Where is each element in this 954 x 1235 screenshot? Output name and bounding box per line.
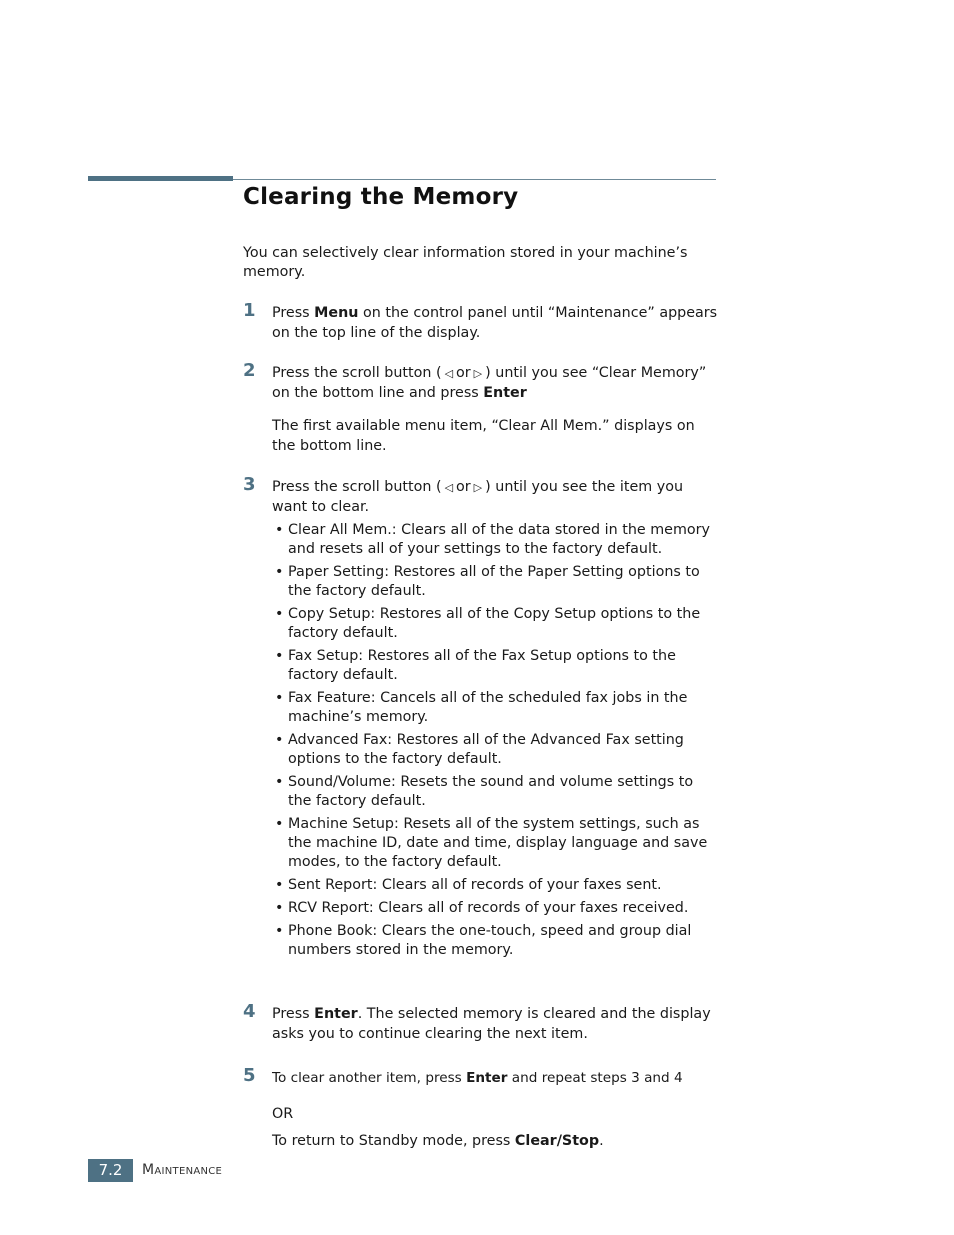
section-label: Maintenance [142,1162,223,1178]
step-note: The first available menu item, “Clear All Mem.” displays on the bottom line. [272,418,695,454]
step-5 [243,1065,718,1152]
enter-key-label: Enter [483,384,527,401]
scroll-left-icon: ◁ [444,481,454,494]
intro-text: You can selectively clear information stored in your machine’s memory. [243,245,688,280]
list-item: • Paper Setting: Restores all of the Paper Setting options to the factory default. [272,563,718,601]
enter-key-label: Enter [466,1070,508,1086]
clear-stop-key-label: Clear/Stop [514,1133,600,1149]
list-item: • Advanced Fax: Restores all of the Advanced Fax setting options to the factory default. [272,731,718,769]
return-instruction: To return to Standby mode, press Clear/Stop. [272,1133,604,1149]
step-text: Press Menu on the control panel until “Maintenance” appears on the top line of the display. [272,305,718,341]
step-number: 3 [243,474,256,495]
list-item: • Fax Setup: Restores all of the Fax Setup options to the factory default. [272,647,718,685]
step-text: Press the scroll button ( ◁ or ▷ ) until you see “Clear Memory” on the bottom line and press Enter [272,365,707,401]
step-2 [243,360,718,456]
page-number-badge: 7.2 [88,1159,133,1182]
list-item: • Clear All Mem.: Clears all of the data stored in the memory and resets all of your settings to the factory default. [272,521,718,559]
memory-item-list [272,521,718,960]
step-text: To clear another item, press Enter and repeat steps 3 and 4 [272,1070,683,1086]
step-text: Press Enter. The selected memory is cleared and the display asks you to continue clearing the next item. [272,1006,711,1042]
list-item: • RCV Report: Clears all of records of your faxes received. [272,899,718,918]
menu-key-label: Menu [314,305,359,321]
page-title: Clearing the Memory [243,184,519,210]
list-item: • Sent Report: Clears all of records of your faxes sent. [272,876,718,895]
list-item: • Sound/Volume: Resets the sound and volume settings to the factory default. [272,773,718,811]
list-item: • Copy Setup: Restores all of the Copy Setup options to the factory default. [272,605,718,643]
step-4 [243,1001,718,1044]
or-separator: OR [272,1105,294,1122]
step-number: 4 [243,1001,256,1022]
step-3 [243,474,718,964]
step-number: 5 [243,1065,256,1086]
list-item: • Phone Book: Clears the one-touch, speed and group dial numbers stored in the memory. [272,922,718,960]
step-number: 1 [243,300,256,321]
list-item: • Fax Feature: Cancels all of the scheduled fax jobs in the machine’s memory. [272,689,718,727]
header-rule [233,179,716,180]
header-accent-bar [88,176,233,181]
enter-key-label: Enter [314,1006,358,1022]
step-text: Press the scroll button ( ◁ or ▷ ) until you see the item you want to clear. [272,479,684,515]
scroll-right-icon: ▷ [473,481,483,494]
step-1 [243,300,718,343]
scroll-right-icon: ▷ [473,367,483,380]
list-item: • Machine Setup: Resets all of the system settings, such as the machine ID, date and time, display language and save modes, to the factory default. [272,815,718,872]
step-number: 2 [243,360,256,381]
scroll-left-icon: ◁ [444,367,454,380]
